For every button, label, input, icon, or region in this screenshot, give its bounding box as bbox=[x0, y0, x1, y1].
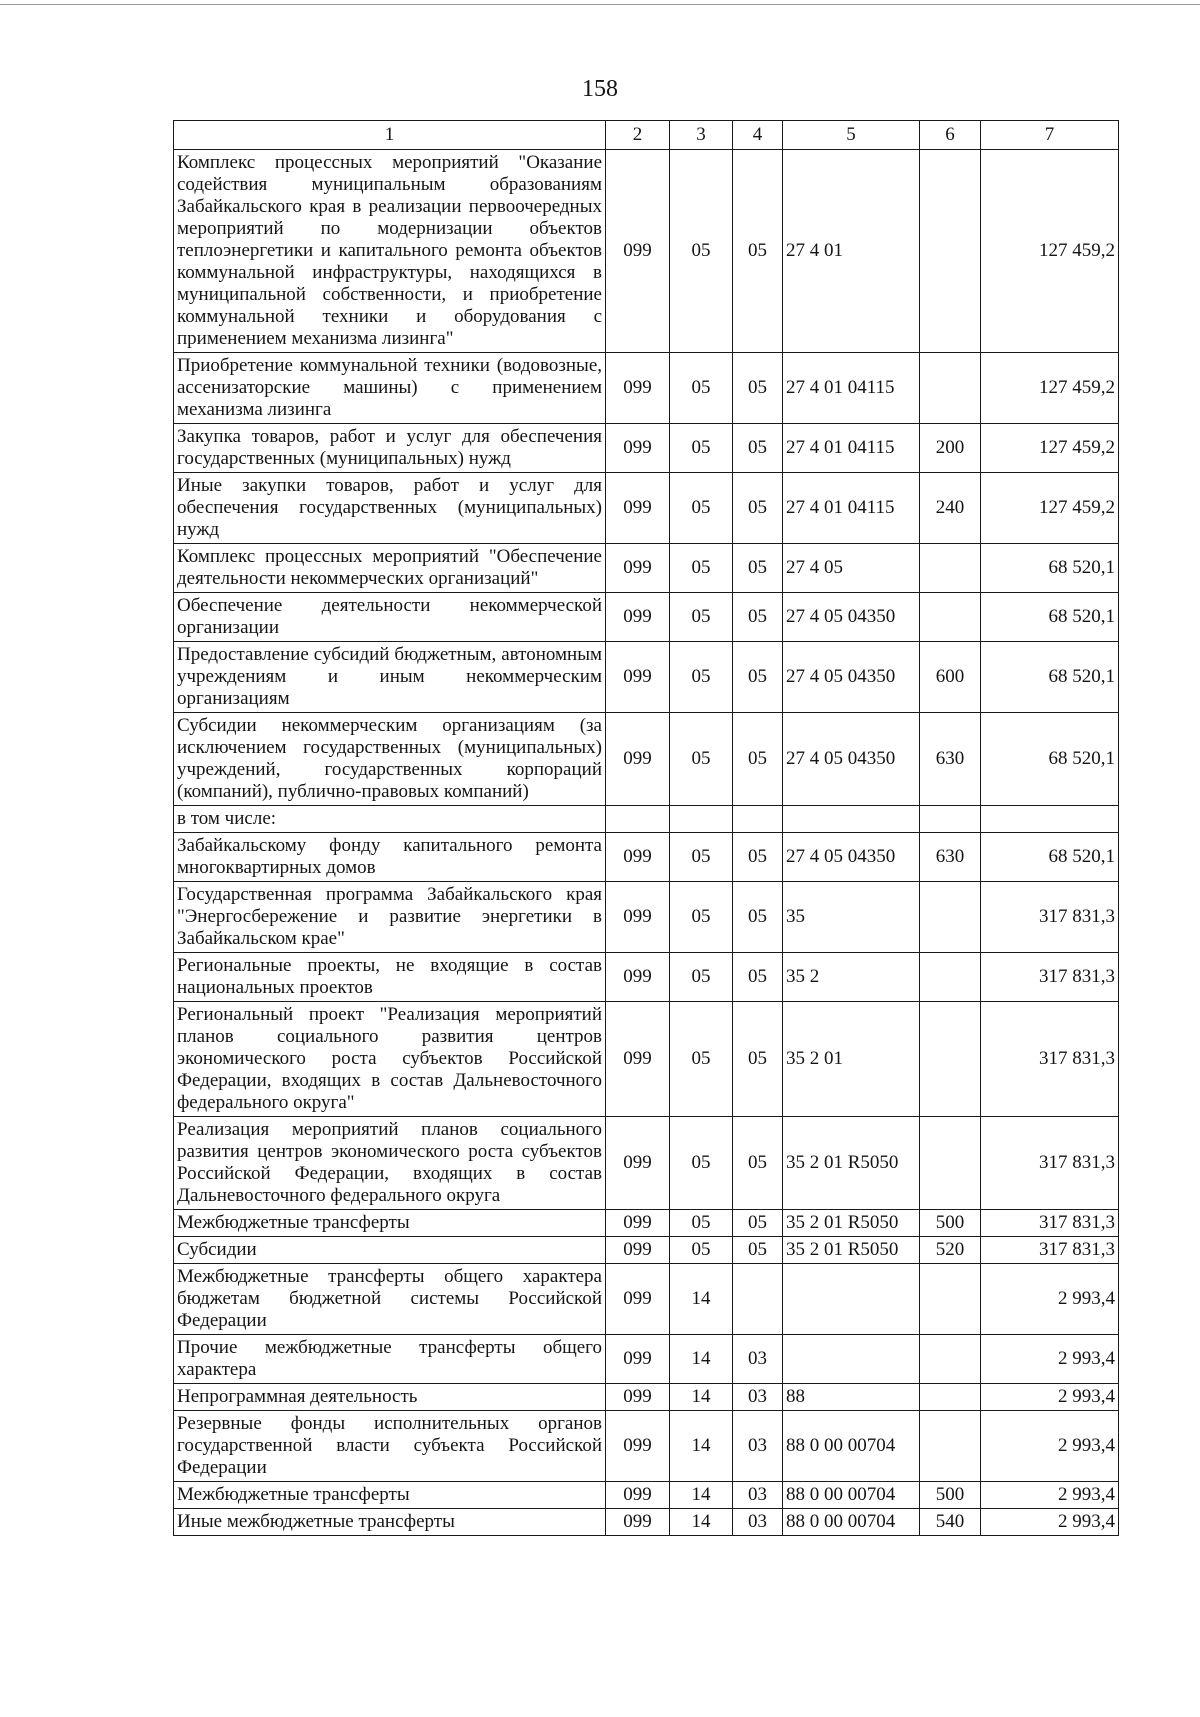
expense-type-cell bbox=[920, 882, 981, 953]
column-header: 2 bbox=[606, 121, 670, 150]
table-header bbox=[174, 121, 1119, 150]
row-name-cell: Иные закупки товаров, работ и услуг для обеспечения государственных (муниципальных) нужд bbox=[174, 473, 606, 544]
section-code-cell: 05 bbox=[670, 1117, 733, 1210]
amount-cell: 317 831,3 bbox=[981, 1002, 1119, 1117]
ministry-code-cell: 099 bbox=[606, 544, 670, 593]
row-name-cell: Обеспечение деятельности некоммерческой организации bbox=[174, 593, 606, 642]
subsection-code-cell: 05 bbox=[733, 593, 783, 642]
ministry-code-cell: 099 bbox=[606, 1002, 670, 1117]
target-article-cell: 88 bbox=[783, 1384, 920, 1411]
subsection-code-cell: 05 bbox=[733, 953, 783, 1002]
section-code-cell: 14 bbox=[670, 1482, 733, 1509]
section-code-cell: 14 bbox=[670, 1509, 733, 1536]
section-code-cell bbox=[670, 806, 733, 833]
target-article-cell: 27 4 01 04115 bbox=[783, 353, 920, 424]
section-code-cell: 05 bbox=[670, 1002, 733, 1117]
subsection-code-cell: 05 bbox=[733, 833, 783, 882]
ministry-code-cell: 099 bbox=[606, 1509, 670, 1536]
subsection-code-cell: 05 bbox=[733, 713, 783, 806]
column-header: 5 bbox=[783, 121, 920, 150]
row-name-cell: Субсидии bbox=[174, 1237, 606, 1264]
ministry-code-cell: 099 bbox=[606, 1264, 670, 1335]
section-code-cell: 05 bbox=[670, 713, 733, 806]
row-name-cell: Межбюджетные трансферты общего характера бюджетам бюджетной системы Российской Федерации bbox=[174, 1264, 606, 1335]
ministry-code-cell: 099 bbox=[606, 353, 670, 424]
table-row bbox=[174, 1335, 1119, 1384]
row-name-cell: Непрограммная деятельность bbox=[174, 1384, 606, 1411]
table-row bbox=[174, 1482, 1119, 1509]
table-row bbox=[174, 1411, 1119, 1482]
scan-top-rule bbox=[0, 4, 1200, 5]
expense-type-cell: 240 bbox=[920, 473, 981, 544]
table-row bbox=[174, 150, 1119, 353]
section-code-cell: 05 bbox=[670, 1237, 733, 1264]
target-article-cell: 88 0 00 00704 bbox=[783, 1411, 920, 1482]
amount-cell bbox=[981, 806, 1119, 833]
row-name-cell: Комплекс процессных мероприятий "Оказание содействия муниципальным образованиям Забайкальского края в реализации первоочередных мероприятий по модернизации объектов теплоэнергетики и капитального ремонта объектов коммунальной инфраструктуры, находящихся в муниципальной собственности, и приобретение коммунальной техники и оборудования с применением механизма лизинга" bbox=[174, 150, 606, 353]
amount-cell: 2 993,4 bbox=[981, 1335, 1119, 1384]
target-article-cell: 27 4 05 04350 bbox=[783, 713, 920, 806]
target-article-cell: 27 4 05 04350 bbox=[783, 642, 920, 713]
table-row bbox=[174, 882, 1119, 953]
subsection-code-cell: 05 bbox=[733, 1002, 783, 1117]
budget-table bbox=[173, 120, 1119, 1536]
amount-cell: 127 459,2 bbox=[981, 424, 1119, 473]
subsection-code-cell: 05 bbox=[733, 642, 783, 713]
amount-cell: 2 993,4 bbox=[981, 1509, 1119, 1536]
section-code-cell: 05 bbox=[670, 544, 733, 593]
table-row bbox=[174, 713, 1119, 806]
target-article-cell: 35 bbox=[783, 882, 920, 953]
ministry-code-cell: 099 bbox=[606, 642, 670, 713]
row-name-cell: Межбюджетные трансферты bbox=[174, 1482, 606, 1509]
section-code-cell: 05 bbox=[670, 642, 733, 713]
amount-cell: 68 520,1 bbox=[981, 593, 1119, 642]
target-article-cell: 35 2 01 bbox=[783, 1002, 920, 1117]
amount-cell: 317 831,3 bbox=[981, 1117, 1119, 1210]
expense-type-cell: 630 bbox=[920, 833, 981, 882]
target-article-cell: 27 4 05 bbox=[783, 544, 920, 593]
table-row bbox=[174, 1210, 1119, 1237]
amount-cell: 317 831,3 bbox=[981, 953, 1119, 1002]
ministry-code-cell: 099 bbox=[606, 882, 670, 953]
row-name-cell: Субсидии некоммерческим организациям (за исключением государственных (муниципальных) учреждений, государственных корпораций (компаний), публично-правовых компаний) bbox=[174, 713, 606, 806]
expense-type-cell: 500 bbox=[920, 1482, 981, 1509]
column-header: 6 bbox=[920, 121, 981, 150]
section-code-cell: 05 bbox=[670, 353, 733, 424]
expense-type-cell bbox=[920, 593, 981, 642]
subsection-code-cell: 03 bbox=[733, 1335, 783, 1384]
subsection-code-cell: 05 bbox=[733, 1237, 783, 1264]
subsection-code-cell: 05 bbox=[733, 1117, 783, 1210]
table-row bbox=[174, 353, 1119, 424]
row-name-cell: Прочие межбюджетные трансферты общего характера bbox=[174, 1335, 606, 1384]
subsection-code-cell: 05 bbox=[733, 473, 783, 544]
subsection-code-cell: 03 bbox=[733, 1509, 783, 1536]
target-article-cell: 27 4 01 bbox=[783, 150, 920, 353]
row-name-cell: Забайкальскому фонду капитального ремонта многоквартирных домов bbox=[174, 833, 606, 882]
expense-type-cell bbox=[920, 1264, 981, 1335]
target-article-cell bbox=[783, 1335, 920, 1384]
section-code-cell: 05 bbox=[670, 473, 733, 544]
section-code-cell: 05 bbox=[670, 150, 733, 353]
amount-cell: 2 993,4 bbox=[981, 1482, 1119, 1509]
page-number: 158 bbox=[582, 76, 618, 102]
table-row bbox=[174, 642, 1119, 713]
target-article-cell: 27 4 05 04350 bbox=[783, 833, 920, 882]
table-row bbox=[174, 1237, 1119, 1264]
expense-type-cell: 540 bbox=[920, 1509, 981, 1536]
subsection-code-cell bbox=[733, 1264, 783, 1335]
column-header: 3 bbox=[670, 121, 733, 150]
expense-type-cell: 200 bbox=[920, 424, 981, 473]
subsection-code-cell: 03 bbox=[733, 1482, 783, 1509]
section-code-cell: 05 bbox=[670, 953, 733, 1002]
ministry-code-cell: 099 bbox=[606, 593, 670, 642]
table-row bbox=[174, 424, 1119, 473]
section-code-cell: 14 bbox=[670, 1384, 733, 1411]
expense-type-cell bbox=[920, 1002, 981, 1117]
table-row bbox=[174, 1264, 1119, 1335]
amount-cell: 68 520,1 bbox=[981, 642, 1119, 713]
amount-cell: 2 993,4 bbox=[981, 1264, 1119, 1335]
section-code-cell: 14 bbox=[670, 1264, 733, 1335]
amount-cell: 68 520,1 bbox=[981, 833, 1119, 882]
expense-type-cell bbox=[920, 1117, 981, 1210]
row-name-cell: Иные межбюджетные трансферты bbox=[174, 1509, 606, 1536]
expense-type-cell bbox=[920, 1411, 981, 1482]
section-code-cell: 05 bbox=[670, 424, 733, 473]
row-name-cell: Региональные проекты, не входящие в состав национальных проектов bbox=[174, 953, 606, 1002]
target-article-cell: 27 4 05 04350 bbox=[783, 593, 920, 642]
ministry-code-cell: 099 bbox=[606, 150, 670, 353]
column-header: 7 bbox=[981, 121, 1119, 150]
ministry-code-cell: 099 bbox=[606, 833, 670, 882]
row-name-cell: Региональный проект "Реализация мероприятий планов социального развития центров экономического роста субъектов Российской Федерации, входящих в состав Дальневосточного федерального округа" bbox=[174, 1002, 606, 1117]
ministry-code-cell: 099 bbox=[606, 1411, 670, 1482]
row-name-cell: Предоставление субсидий бюджетным, автономным учреждениям и иным некоммерческим организациям bbox=[174, 642, 606, 713]
ministry-code-cell: 099 bbox=[606, 424, 670, 473]
target-article-cell bbox=[783, 1264, 920, 1335]
target-article-cell: 35 2 01 R5050 bbox=[783, 1210, 920, 1237]
section-code-cell: 05 bbox=[670, 1210, 733, 1237]
table-row bbox=[174, 833, 1119, 882]
table-row bbox=[174, 953, 1119, 1002]
expense-type-cell bbox=[920, 544, 981, 593]
column-header: 1 bbox=[174, 121, 606, 150]
row-name-cell: Приобретение коммунальной техники (водовозные, ассенизаторские машины) с применением механизма лизинга bbox=[174, 353, 606, 424]
subsection-code-cell: 05 bbox=[733, 882, 783, 953]
table-row bbox=[174, 1002, 1119, 1117]
subsection-code-cell: 03 bbox=[733, 1411, 783, 1482]
expense-type-cell bbox=[920, 953, 981, 1002]
row-name-cell: Резервные фонды исполнительных органов государственной власти субъекта Российской Федерации bbox=[174, 1411, 606, 1482]
expense-type-cell bbox=[920, 806, 981, 833]
subsection-code-cell: 03 bbox=[733, 1384, 783, 1411]
amount-cell: 127 459,2 bbox=[981, 150, 1119, 353]
expense-type-cell bbox=[920, 150, 981, 353]
section-code-cell: 05 bbox=[670, 593, 733, 642]
target-article-cell: 35 2 01 R5050 bbox=[783, 1117, 920, 1210]
subsection-code-cell: 05 bbox=[733, 353, 783, 424]
subsection-code-cell: 05 bbox=[733, 424, 783, 473]
ministry-code-cell: 099 bbox=[606, 953, 670, 1002]
row-name-cell: в том числе: bbox=[174, 806, 606, 833]
subsection-code-cell bbox=[733, 806, 783, 833]
ministry-code-cell: 099 bbox=[606, 473, 670, 544]
amount-cell: 317 831,3 bbox=[981, 1237, 1119, 1264]
row-name-cell: Реализация мероприятий планов социального развития центров экономического роста субъектов Российской Федерации, входящих в состав Дальневосточного федерального округа bbox=[174, 1117, 606, 1210]
ministry-code-cell bbox=[606, 806, 670, 833]
target-article-cell: 35 2 01 R5050 bbox=[783, 1237, 920, 1264]
table-row bbox=[174, 473, 1119, 544]
ministry-code-cell: 099 bbox=[606, 1117, 670, 1210]
target-article-cell: 88 0 00 00704 bbox=[783, 1482, 920, 1509]
ministry-code-cell: 099 bbox=[606, 713, 670, 806]
amount-cell: 2 993,4 bbox=[981, 1411, 1119, 1482]
ministry-code-cell: 099 bbox=[606, 1210, 670, 1237]
amount-cell: 317 831,3 bbox=[981, 1210, 1119, 1237]
row-name-cell: Государственная программа Забайкальского края "Энергосбережение и развитие энергетики в Забайкальском крае" bbox=[174, 882, 606, 953]
section-code-cell: 14 bbox=[670, 1411, 733, 1482]
target-article-cell: 35 2 bbox=[783, 953, 920, 1002]
expense-type-cell: 600 bbox=[920, 642, 981, 713]
section-code-cell: 14 bbox=[670, 1335, 733, 1384]
target-article-cell bbox=[783, 806, 920, 833]
expense-type-cell: 630 bbox=[920, 713, 981, 806]
expense-type-cell bbox=[920, 353, 981, 424]
amount-cell: 2 993,4 bbox=[981, 1384, 1119, 1411]
subsection-code-cell: 05 bbox=[733, 544, 783, 593]
expense-type-cell: 500 bbox=[920, 1210, 981, 1237]
expense-type-cell: 520 bbox=[920, 1237, 981, 1264]
ministry-code-cell: 099 bbox=[606, 1237, 670, 1264]
row-name-cell: Закупка товаров, работ и услуг для обеспечения государственных (муниципальных) нужд bbox=[174, 424, 606, 473]
amount-cell: 68 520,1 bbox=[981, 713, 1119, 806]
ministry-code-cell: 099 bbox=[606, 1384, 670, 1411]
ministry-code-cell: 099 bbox=[606, 1335, 670, 1384]
amount-cell: 317 831,3 bbox=[981, 882, 1119, 953]
amount-cell: 127 459,2 bbox=[981, 473, 1119, 544]
table-row bbox=[174, 1509, 1119, 1536]
table-row bbox=[174, 544, 1119, 593]
row-name-cell: Межбюджетные трансферты bbox=[174, 1210, 606, 1237]
column-header: 4 bbox=[733, 121, 783, 150]
subsection-code-cell: 05 bbox=[733, 150, 783, 353]
section-code-cell: 05 bbox=[670, 833, 733, 882]
amount-cell: 127 459,2 bbox=[981, 353, 1119, 424]
table-row bbox=[174, 1117, 1119, 1210]
row-name-cell: Комплекс процессных мероприятий "Обеспечение деятельности некоммерческих организаций" bbox=[174, 544, 606, 593]
subsection-code-cell: 05 bbox=[733, 1210, 783, 1237]
target-article-cell: 27 4 01 04115 bbox=[783, 424, 920, 473]
table-row bbox=[174, 806, 1119, 833]
target-article-cell: 27 4 01 04115 bbox=[783, 473, 920, 544]
ministry-code-cell: 099 bbox=[606, 1482, 670, 1509]
table-row bbox=[174, 1384, 1119, 1411]
header-row bbox=[174, 121, 1119, 150]
table-row bbox=[174, 593, 1119, 642]
target-article-cell: 88 0 00 00704 bbox=[783, 1509, 920, 1536]
expense-type-cell bbox=[920, 1335, 981, 1384]
table-body bbox=[174, 150, 1119, 1536]
expense-type-cell bbox=[920, 1384, 981, 1411]
amount-cell: 68 520,1 bbox=[981, 544, 1119, 593]
section-code-cell: 05 bbox=[670, 882, 733, 953]
